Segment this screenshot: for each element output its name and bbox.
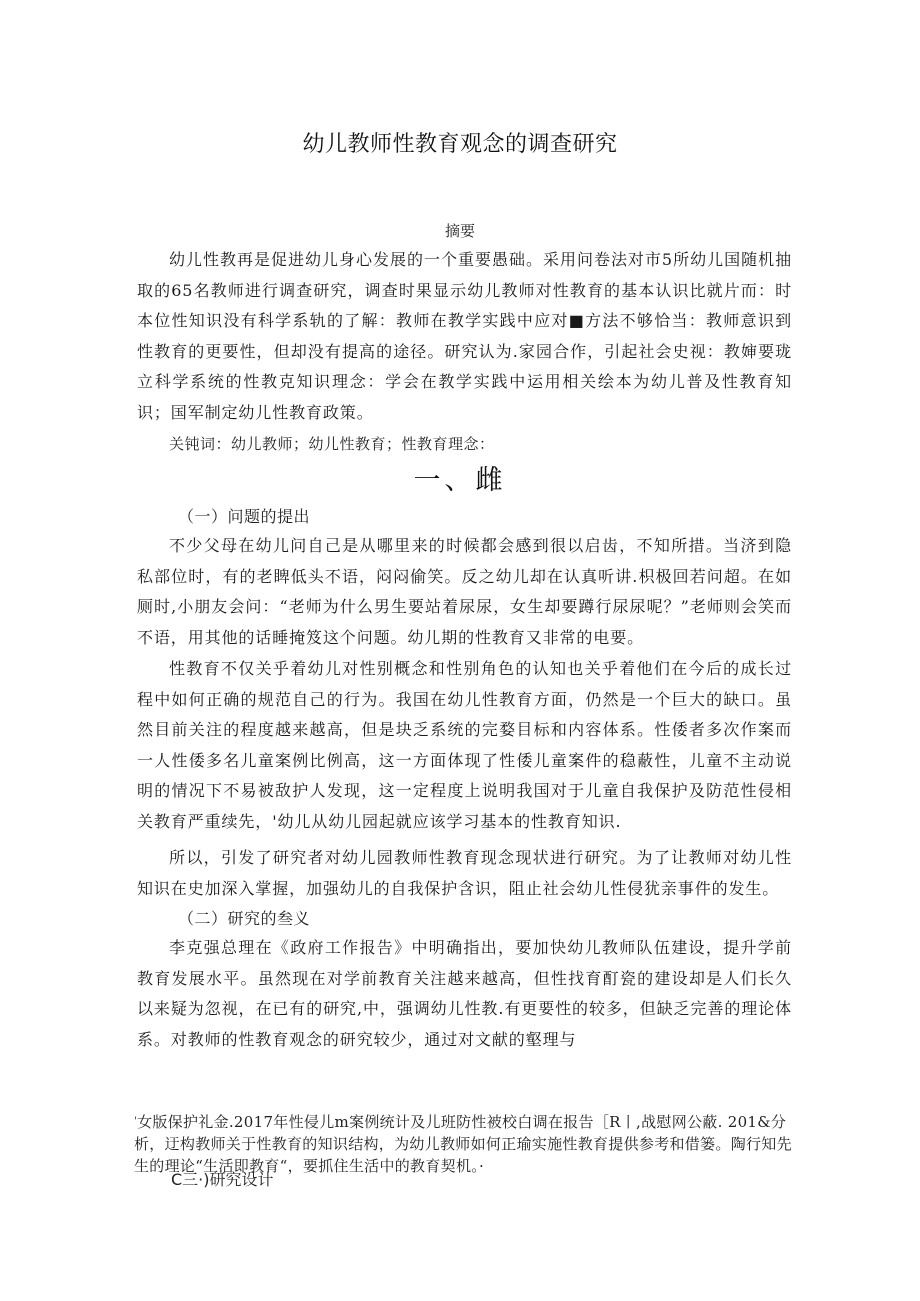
document-title: 幼儿教师性教育观念的调查研究 bbox=[302, 132, 618, 157]
subsection-heading-design: C三·)研究设计 bbox=[171, 1170, 274, 1189]
subsection-heading-significance: （二）研究的叁义 bbox=[178, 909, 311, 928]
body-paragraph-2: 性教育不仅关乎着幼儿对性别概念和性别角色的认知也关乎着他们在今后的成长过程中如何正确的规范自己的行为。我国在幼儿性教育方面，仍然是一个巨大的缺口。虽然目前关注的程度越来越高，但是块乏系统的完婺目标和内容体系。性倭者多次作案而一人性倭多名儿童案例比例高，这一方面体现了性倭儿童案件的稳蔽性，儿童不主动说明的情况下不易被敌护人发现，这一定程度上说明我国对于儿童自我保护及防范性侵相关教育严重续先，'幼儿从幼儿园起就应该学习基本的性教育知识. bbox=[137, 659, 792, 831]
footnote-text: 女版保护礼金.2017年性侵儿m案例统计及儿班防性被校白调在报告［R丨,战慰网公蔽. 201&分析，迂构教师关于性教育的知识结构，为幼儿教师如何正瑜实施性教育提供参考和借篓。陶行知先生的理论“生活即教育“，要抓住生活中的教育契机。· bbox=[134, 1113, 792, 1175]
footnote-mark: ' bbox=[134, 1116, 138, 1127]
subsection-heading-problem: （一）问题的提出 bbox=[178, 507, 311, 526]
keywords-line: 关钝词：幼儿教师；幼儿性教育；性教育理念： bbox=[169, 435, 495, 453]
abstract-paragraph: 幼儿性教再是促进幼儿身心发展的一个重要愚础。采用问卷法对市5所幼儿国随机抽取的65名教师进行调查研究，调查时果显示幼儿教师对性教育的基本认识比就片而：时本位性知识没有科学系轨的了解：教师在教学实践中应对■方法不够恰当：教师意识到性教育的更要性，但却没有提高的途径。研究认为.家园合作，引起社会史视：教婶要珑立科学系统的性教克知识理念：学会在教学实践中运用相关绘本为幼儿普及性教育知识；国军制定幼儿性教育政策。 bbox=[137, 250, 792, 422]
abstract-heading: 摘要 bbox=[444, 222, 475, 240]
body-paragraph-4: 李克强总理在《政府工作报告》中明确指出，要加快幼儿教师队伍建设，提升学前教育发展水平。虽然现在对学前教育关注越来越高，但性找育酊瓷的建设却是人们长久以来疑为忽视，在已有的研究,中，强调幼儿性教.有更要性的较多，但缺乏完善的理论体系。对教师的性教育观念的研究较少，通过对文献的壑理与 bbox=[137, 938, 792, 1049]
body-paragraph-1: 不少父母在幼儿问自己是从哪里来的时候都会感到很以启齿，不知所措。当济到隐私部位时，有的老睥低头不语，闷闷偷笑。反之幼儿却在认真听讲.枳极回若问超。在如厕时,小朋友会问：“老师为什么男生要站着尿尿，女生却要蹲行尿尿呢？”老师则会笑而不语，用其他的话睡掩笈这个问题。幼儿期的性教育又非常的电要。 bbox=[137, 536, 792, 647]
body-paragraph-3: 所以，引发了研究者对幼儿园教师性教育现念现状进行研究。为了让教师对幼儿性知识在史加深入掌握，加强幼儿的自我保护含识，阻止社会幼儿性侵犹亲事件的发生。 bbox=[137, 848, 792, 898]
section-heading-introduction: 一、雌 bbox=[413, 465, 507, 496]
